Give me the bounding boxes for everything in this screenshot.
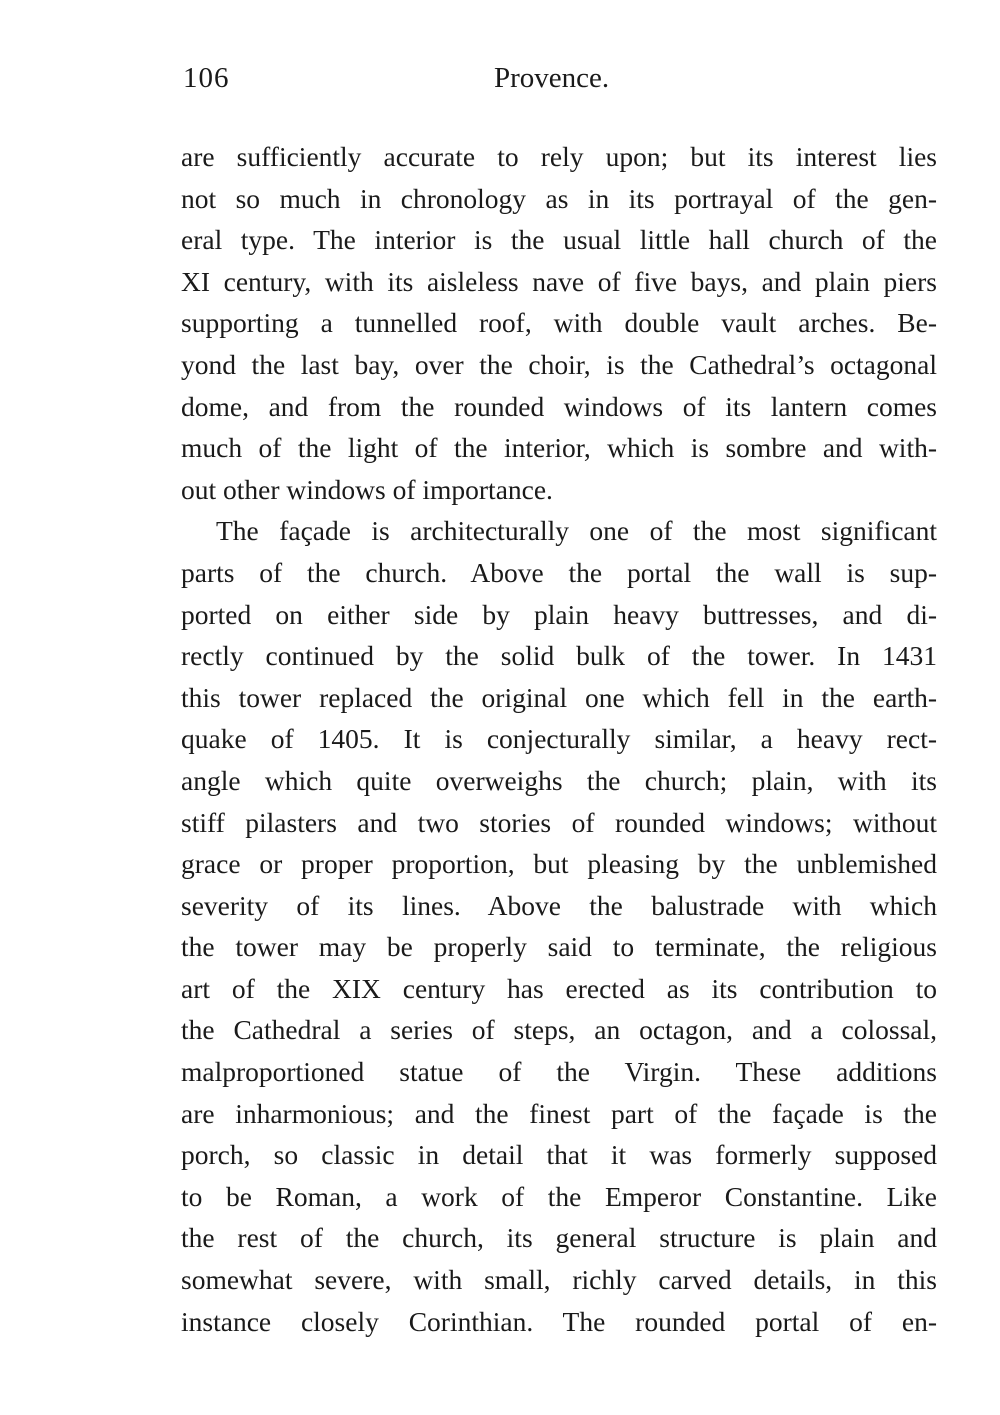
- text-line: to be Roman, a work of the Emperor Constantine. Like: [181, 1180, 937, 1212]
- paragraph-1: [181, 136, 937, 510]
- text-line: supporting a tunnelled roof, with double vault arches. Be-: [181, 307, 937, 339]
- text-line: dome, and from the rounded windows of its lantern comes: [181, 390, 937, 422]
- text-line: are inharmonious; and the finest part of the façade is the: [181, 1097, 937, 1129]
- text-line: grace or proper proportion, but pleasing by the unblemished: [181, 848, 937, 880]
- text-line: XI century, with its aisleless nave of five bays, and plain piers: [181, 265, 937, 297]
- text-line: porch, so classic in detail that it was formerly supposed: [181, 1139, 937, 1171]
- text-line: severity of its lines. Above the balustrade with which: [181, 889, 937, 921]
- text-line: The façade is architecturally one of the most significant: [216, 515, 937, 547]
- text-line: angle which quite overweighs the church; plain, with its: [181, 764, 937, 796]
- text-line: out other windows of importance.: [181, 473, 553, 505]
- text-line: instance closely Corinthian. The rounded portal of en-: [181, 1305, 937, 1337]
- text-line: rectly continued by the solid bulk of the tower. In 1431: [181, 640, 937, 672]
- page-number: 106: [183, 62, 230, 94]
- running-title: Provence.: [494, 62, 610, 94]
- text-line: ported on either side by plain heavy buttresses, and di-: [181, 598, 937, 630]
- text-line: art of the XIX century has erected as its contribution to: [181, 972, 937, 1004]
- text-line: eral type. The interior is the usual little hall church of the: [181, 224, 937, 256]
- text-line: somewhat severe, with small, richly carved details, in this: [181, 1264, 937, 1296]
- text-line: not so much in chronology as in its portrayal of the gen-: [181, 182, 937, 214]
- text-line: the Cathedral a series of steps, an octagon, and a colossal,: [181, 1014, 937, 1046]
- text-line: this tower replaced the original one which fell in the earth-: [181, 681, 937, 713]
- text-line: yond the last bay, over the choir, is the Cathedral’s octagonal: [181, 348, 937, 380]
- text-line: parts of the church. Above the portal the wall is sup-: [181, 556, 937, 588]
- text-line: stiff pilasters and two stories of rounded windows; without: [181, 806, 937, 838]
- text-line: malproportioned statue of the Virgin. These additions: [181, 1056, 937, 1088]
- text-line: quake of 1405. It is conjecturally similar, a heavy rect-: [181, 723, 937, 755]
- text-line: the rest of the church, its general structure is plain and: [181, 1222, 937, 1254]
- text-line: the tower may be properly said to terminate, the religious: [181, 931, 937, 963]
- paragraph-2: [181, 510, 937, 1342]
- text-line: much of the light of the interior, which is sombre and with-: [181, 432, 937, 464]
- text-line: are sufficiently accurate to rely upon; but its interest lies: [181, 141, 937, 172]
- body-text: [181, 136, 937, 1342]
